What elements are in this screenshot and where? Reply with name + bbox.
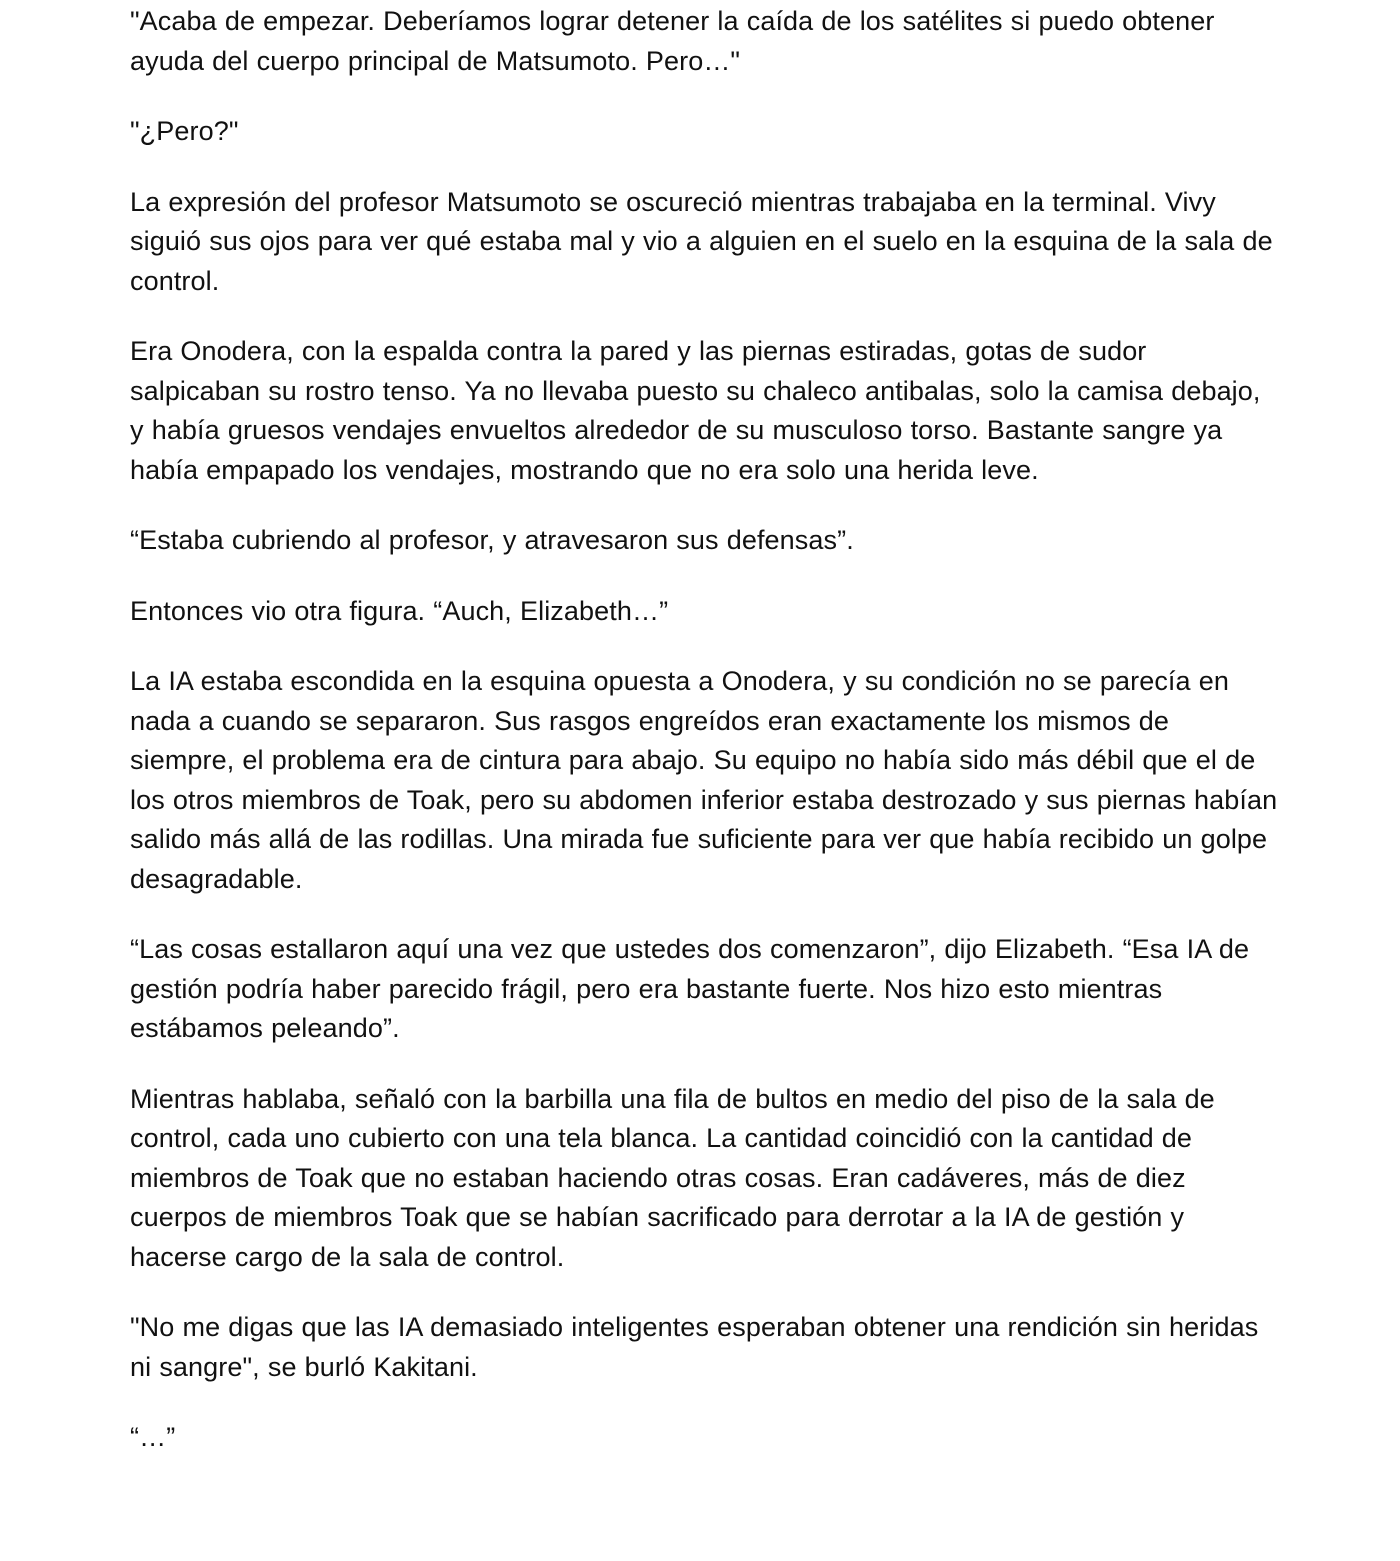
paragraph: “Estaba cubriendo al profesor, y atravesaron sus defensas”. bbox=[130, 525, 854, 555]
paragraph: Mientras hablaba, señaló con la barbilla una fila de bultos en medio del piso de la sala de control, cada uno cubierto con una tela blanca. La cantidad coincidió con la cantidad de miembros de Toak que no estaban haciendo otras cosas. Eran cadáveres, más de diez cuerpos de miembros Toak que se habían sacrificado para derrotar a la IA de gestión y hacerse cargo de la sala de control. bbox=[130, 1083, 1215, 1272]
paragraph: Entonces vio otra figura. “Auch, Elizabeth…” bbox=[130, 595, 669, 626]
paragraph: “…” bbox=[130, 1422, 176, 1452]
paragraph: “Las cosas estallaron aquí una vez que ustedes dos comenzaron”, dijo Elizabeth. “Esa IA de gestión podría haber parecido frágil, pero era bastante fuerte. Nos hizo esto mientras estábamos peleando”. bbox=[130, 934, 1250, 1043]
paragraph: "¿Pero?" bbox=[130, 116, 239, 146]
paragraph: "Acaba de empezar. Deberíamos lograr detener la caída de los satélites si puedo obtener ayuda del cuerpo principal de Matsumoto. Pero…" bbox=[130, 6, 1215, 76]
paragraph: Era Onodera, con la espalda contra la pared y las piernas estiradas, gotas de sudor salpicaban su rostro tenso. Ya no llevaba puesto su chaleco antibalas, solo la camisa debajo, y había gruesos vendajes envueltos alrededor de su musculoso torso. Bastante sangre ya había empapado los vendajes, mostrando que no era solo una herida leve. bbox=[130, 336, 1261, 485]
paragraph: La IA estaba escondida en la esquina opuesta a Onodera, y su condición no se parecía en nada a cuando se separaron. Sus rasgos engreídos eran exactamente los mismos de siempre, el problema era de cintura para abajo. Su equipo no había sido más débil que el de los otros miembros de Toak, pero su abdomen inferior estaba destrozado y sus piernas habían salido más allá de las rodillas. Una mirada fue suficiente para ver que había recibido un golpe desagradable. bbox=[130, 666, 1278, 894]
document-body bbox=[130, 0, 1280, 1458]
paragraph: La expresión del profesor Matsumoto se oscureció mientras trabajaba en la terminal. Vivy siguió sus ojos para ver qué estaba mal y vio a alguien en el suelo en la esquina de la sala de control. bbox=[130, 186, 1273, 296]
paragraph: "No me digas que las IA demasiado inteligentes esperaban obtener una rendición sin heridas ni sangre", se burló Kakitani. bbox=[130, 1312, 1259, 1382]
